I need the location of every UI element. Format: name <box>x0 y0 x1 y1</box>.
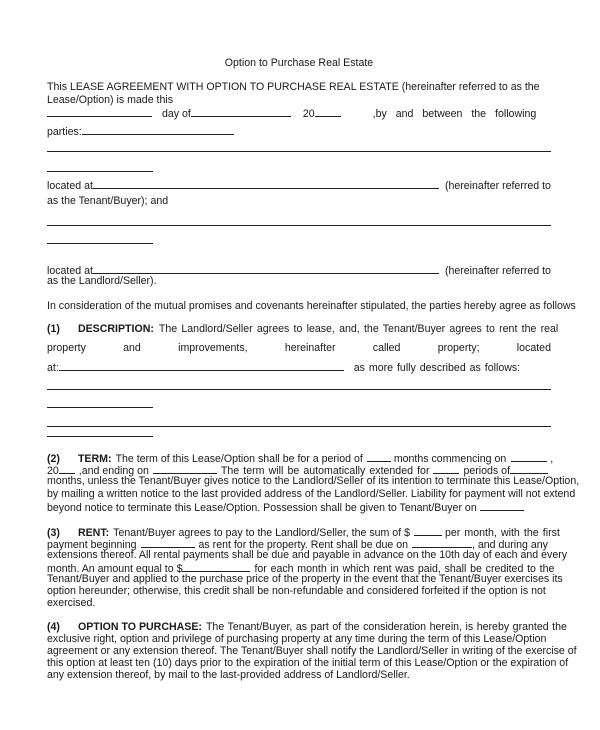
intro-line-1 <box>47 81 551 94</box>
year-blank[interactable] <box>315 106 341 117</box>
section-2-line-3: months, unless the Tenant/Buyer gives notice to the Landlord/Seller of its intention to terminate this Lease/Option, <box>47 475 580 487</box>
day-blank[interactable] <box>47 106 152 117</box>
term-months-blank[interactable] <box>367 451 391 462</box>
section-3-line-5: Tenant/Buyer and applied to the purchase price of the property in the event that the Tenant/Buyer exercises its <box>47 573 563 585</box>
section-1-heading: DESCRIPTION: <box>77 323 154 335</box>
section-1-line-3: at: as more fully described as follows: <box>47 362 521 374</box>
commencing-year-blank[interactable] <box>59 463 75 474</box>
section-3-heading: RENT: <box>77 527 110 539</box>
tenant-address-blank[interactable] <box>93 178 439 189</box>
section-3-line-1: (3) RENT: Tenant/Buyer agrees to pay to the Landlord/Seller, the sum of $ per month, with the first <box>47 527 560 539</box>
section-3-line-3: extensions thereof. All rental payments shall be due and payable in advance on the 10th day of each and every <box>47 549 568 561</box>
parties-line: parties: <box>47 124 551 139</box>
section-4-heading: OPTION TO PURCHASE: <box>77 621 202 633</box>
tenant-buyer-line: as the Tenant/Buyer); and <box>47 195 169 207</box>
section-2-number: (2) <box>47 453 60 465</box>
section-1-word: located <box>516 342 551 354</box>
property-location-blank[interactable] <box>59 360 344 371</box>
landlord-name-rule-2[interactable] <box>47 243 153 244</box>
date-line: day of 20 ,by and between the following <box>47 106 551 121</box>
section-1-word: property; <box>437 342 480 354</box>
section-3-line-4: month. An amount equal to $ for each month in which rent was paid, shall be credited to the <box>47 563 555 575</box>
ending-date-blank[interactable] <box>153 463 217 474</box>
intro-text: This LEASE AGREEMENT WITH OPTION TO PURCHASE REAL ESTATE (hereinafter referred to as the <box>47 81 540 93</box>
section-4-line-4: this option at least ten (10) days prior to the expiration of the initial term of this Lease/Option or the expiration of <box>47 657 569 669</box>
section-4-line-3: agreement or any extension thereof. The Tenant/Buyer shall notify the Landlord/Seller in writing of the exercise of <box>47 645 577 657</box>
commencing-date-blank[interactable] <box>511 451 547 462</box>
document-title: Option to Purchase Real Estate <box>224 57 374 69</box>
description-rule-1[interactable] <box>47 389 551 390</box>
possession-date-blank[interactable] <box>480 500 524 511</box>
section-1-line-1: (1) DESCRIPTION: The Landlord/Seller agrees to lease, and, the Tenant/Buyer agrees to rent the real <box>47 323 559 335</box>
tenant-name-rule[interactable] <box>47 151 551 152</box>
month-blank[interactable] <box>191 106 291 117</box>
landlord-address-blank[interactable] <box>93 263 439 274</box>
landlord-seller-line: as the Landlord/Seller). <box>47 275 157 287</box>
section-4-line-2: exclusive right, option and privilege of purchasing property at any time during the term of this Lease/Option <box>47 633 547 645</box>
section-3-line-2: payment beginning as rent for the property. Rent shall be due on , and during any <box>47 539 548 551</box>
section-2-line-4: by mailing a written notice to the last provided address of the Landlord/Seller. Liability for payment will not extend <box>47 488 576 500</box>
section-1-word: and <box>123 342 141 354</box>
tenant-located-line: located at (hereinafter referred to <box>47 180 551 192</box>
section-3-line-7: exercised. <box>47 597 96 609</box>
section-4-line-1: (4) OPTION TO PURCHASE: The Tenant/Buyer, as part of the consideration herein, is hereby granted the <box>47 621 567 633</box>
landlord-name-rule[interactable] <box>47 225 551 226</box>
section-1-word: hereinafter <box>284 342 336 354</box>
rent-due-blank[interactable] <box>412 537 472 548</box>
section-4-number: (4) <box>47 621 60 633</box>
section-3-line-6: option hereunder; otherwise, this credit shall be non-refundable and considered forfeited if the option is not <box>47 585 546 597</box>
description-rule-4[interactable] <box>47 436 153 437</box>
first-payment-blank[interactable] <box>141 537 195 548</box>
section-2-line-1: (2) TERM: The term of this Lease/Option shall be for a period of months commencing on , <box>47 453 554 465</box>
intro-line-2: Lease/Option) is made this <box>47 94 174 106</box>
section-4-line-5: any extension thereof, by mail to the last-provided address of Landlord/Seller. <box>47 669 410 681</box>
section-1-word: improvements, <box>178 342 248 354</box>
parties-blank[interactable] <box>82 124 234 135</box>
consideration-line: In consideration of the mutual promises and covenants hereinafter stipulated, the parties hereby agree as follows <box>47 300 576 312</box>
tenant-name-rule-2[interactable] <box>47 171 153 172</box>
section-1-word: property <box>47 342 86 354</box>
description-rule-2[interactable] <box>47 407 153 408</box>
section-1-line-2 <box>47 342 551 355</box>
landlord-located-line: located at (hereinafter referred to <box>47 265 551 277</box>
section-1-number: (1) <box>47 323 60 335</box>
section-2-heading: TERM: <box>77 453 112 465</box>
section-2-line-2: 20 ,and ending on The term will be automatically extended for periods of <box>47 463 551 478</box>
extension-count-blank[interactable] <box>433 463 459 474</box>
section-3-number: (3) <box>47 527 60 539</box>
description-rule-3[interactable] <box>47 426 551 427</box>
extension-period-blank[interactable] <box>510 463 548 474</box>
section-1-word: called <box>372 342 401 354</box>
section-2-line-5: beyond notice to terminate this Lease/Option. Possession shall be given to Tenant/Buyer on <box>47 500 551 515</box>
rent-amount-blank[interactable] <box>414 525 442 536</box>
credit-amount-blank[interactable] <box>182 561 250 572</box>
